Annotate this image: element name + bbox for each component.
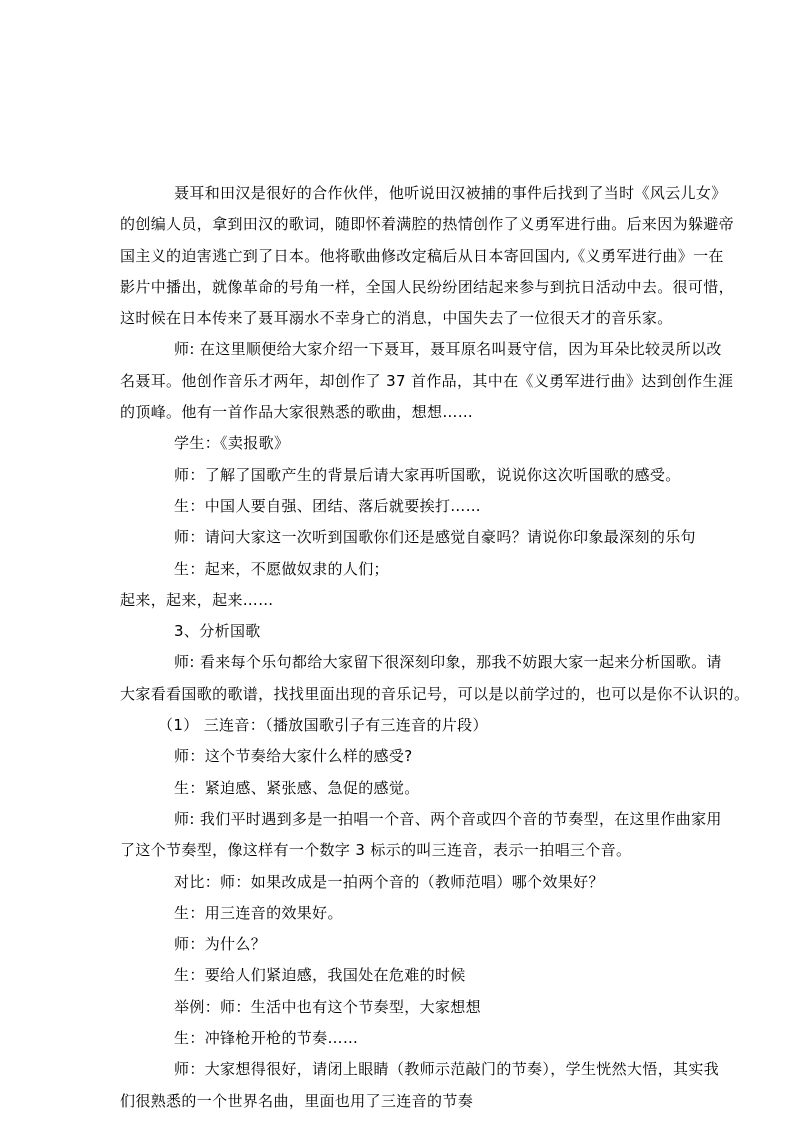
text-line: 师: 我们平时遇到多是一拍唱一个音、两个音或四个音的节奏型，在这里作曲家用 xyxy=(174,809,722,828)
paragraph xyxy=(120,804,722,867)
dialogue-line: 起来，起来，起来…… xyxy=(120,590,274,609)
dialogue-line: 生：用三连音的效果好。 xyxy=(174,903,343,922)
dialogue-line: 举例：师：生活中也有这个节奏型，大家想想 xyxy=(174,997,482,1016)
text-line: 影片中播出，就像革命的号角一样，全国人民纷纷团结起来参与到抗日活动中去。很可惜， xyxy=(120,277,735,296)
text-line: 国主义的迫害逃亡到了日本。他将歌曲修改定稿后从日本寄回国内,《义勇军进行曲》一在 xyxy=(120,246,724,265)
paragraph xyxy=(120,1054,720,1117)
paragraph xyxy=(120,647,750,710)
text-line: 这时候在日本传来了聂耳溺水不幸身亡的消息，中国失去了一位很天才的音乐家。 xyxy=(120,309,673,328)
text-line: 师: 在这里顺便给大家介绍一下聂耳，聂耳原名叫聂守信，因为耳朵比较灵所以改 xyxy=(174,340,722,359)
dialogue-line: 生：紧迫感、紧张感、急促的感觉。 xyxy=(174,778,420,797)
dialogue-line: 对比：师：如果改成是一拍两个音的（教师范唱）哪个效果好？ xyxy=(174,872,604,891)
dialogue-line: 师：这个节奏给大家什么样的感受? xyxy=(174,747,413,766)
dialogue-line: 生：中国人要自强、团结、落后就要挨打…… xyxy=(174,496,482,515)
dialogue-line: 师：请问大家这一次听到国歌你们还是感觉自豪吗？请说你印象最深刻的乐句 xyxy=(174,528,696,547)
text-line: 师：大家想得很好，请闭上眼睛（教师示范敲门的节奏），学生恍然大悟，其实我 xyxy=(174,1060,720,1079)
text-line: 聂耳和田汉是很好的合作伙伴，他听说田汉被捕的事件后找到了当时《风云儿女》 xyxy=(174,184,727,202)
section-heading: 3、分析国歌 xyxy=(174,622,261,641)
text-line: 的创编人员，拿到田汉的歌词，随即怀着满腔的热情创作了义勇军进行曲。后来因为躲避帝 xyxy=(120,215,735,234)
dialogue-line: 师：了解了国歌产生的背景后请大家再听国歌，说说你这次听国歌的感受。 xyxy=(174,465,681,484)
dialogue-line: 学生：《卖报歌》 xyxy=(174,434,290,453)
dialogue-line: 师：为什么？ xyxy=(174,935,267,954)
dialogue-line: 生：起来，不愿做奴隶的人们； xyxy=(174,559,389,578)
dialogue-line: 生：要给人们紧迫感，我国处在危难的时候 xyxy=(174,966,466,985)
dialogue-line: 生：冲锋枪开枪的节奏…… xyxy=(174,1029,359,1048)
document-page xyxy=(120,178,750,1117)
list-item: （1） 三连音：（播放国歌引子有三连音的片段） xyxy=(158,716,488,735)
text-line: 的顶峰。他有一首作品大家很熟悉的歌曲，想想…… xyxy=(120,403,474,422)
text-line: 们很熟悉的一个世界名曲，里面也用了三连音的节奏 xyxy=(120,1091,474,1110)
paragraph xyxy=(120,178,735,334)
text-line: 师: 看来每个乐句都给大家留下很深刻印象，那我不妨跟大家一起来分析国歌。请 xyxy=(174,653,722,672)
text-line: 名聂耳。他创作音乐才两年，却创作了 37 首作品，其中在《义勇军进行曲》达到创作生涯 xyxy=(120,371,734,390)
text-line: 了这个节奏型，像这样有一个数字 3 标示的叫三连音，表示一拍唱三个音。 xyxy=(120,841,632,860)
paragraph xyxy=(120,334,734,428)
text-line: 大家看看国歌的歌谱，找找里面出现的音乐记号，可以是以前学过的，也可以是你不认识的。 xyxy=(120,684,750,703)
